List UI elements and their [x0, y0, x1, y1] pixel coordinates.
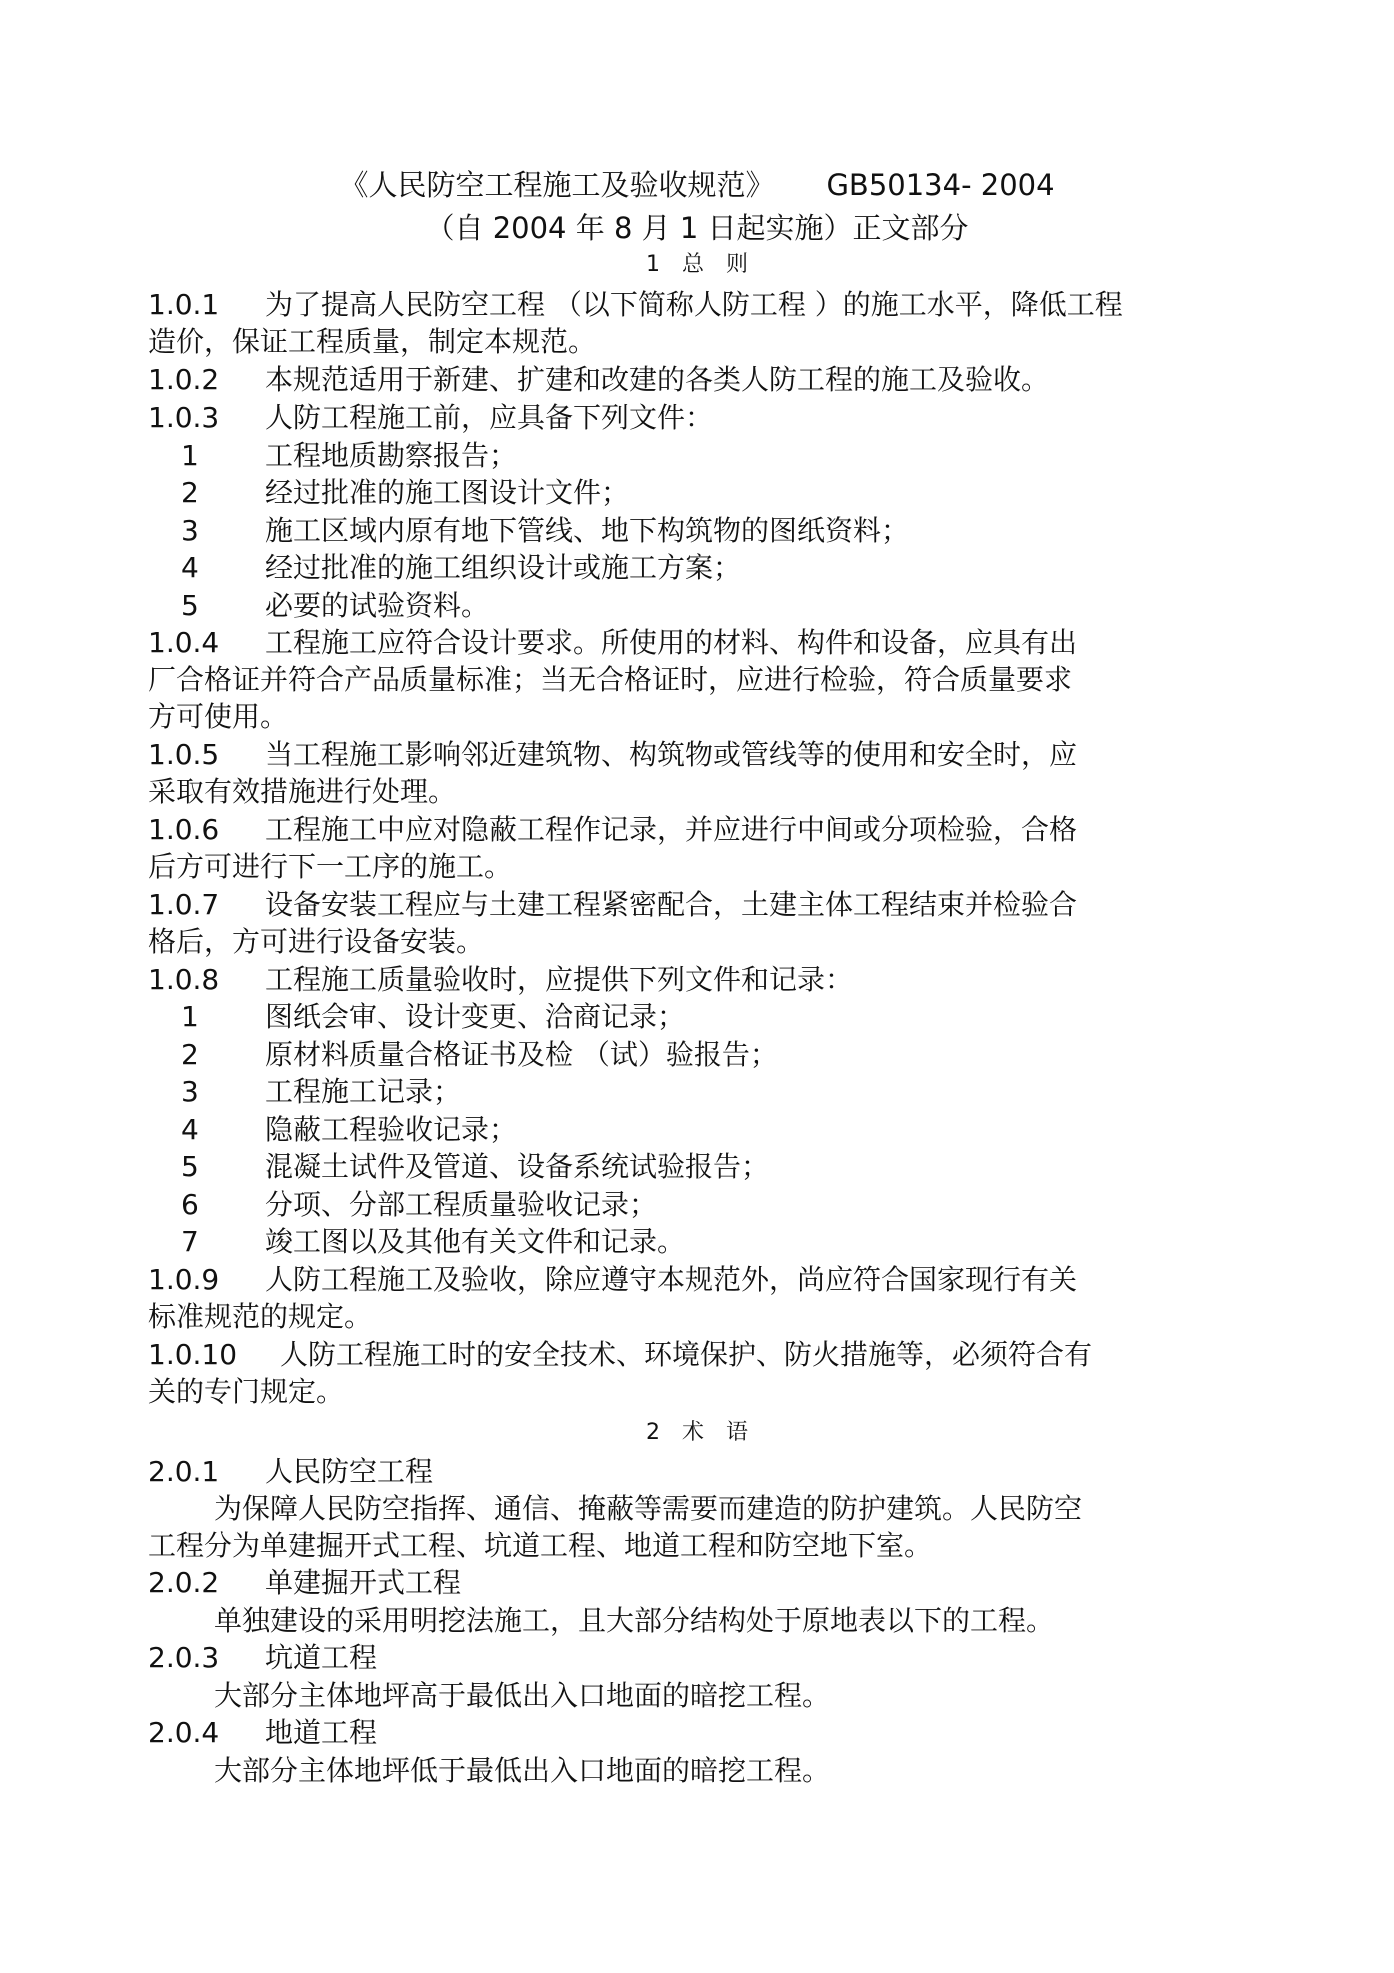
- clause-text: 当工程施工影响邻近建筑物、构筑物或管线等的使用和安全时，应: [265, 738, 1078, 771]
- list-item-number: 6: [181, 1188, 199, 1221]
- list-item-number: 3: [181, 1075, 199, 1108]
- list-item-text: 竣工图以及其他有关文件和记录。: [265, 1225, 686, 1258]
- clause-text: 人防工程施工及验收，除应遵守本规范外，尚应符合国家现行有关: [265, 1263, 1078, 1296]
- clause-text: 工程施工中应对隐蔽工程作记录，并应进行中间或分项检验，合格: [265, 813, 1078, 846]
- term-number: 2.0.1: [148, 1455, 220, 1488]
- document-subtitle: （自 2004 年 8 月 1 日起实施）正文部分: [425, 211, 969, 245]
- clause-text-cont: 格后，方可进行设备安装。: [148, 925, 485, 958]
- list-item-text: 图纸会审、设计变更、洽商记录；: [265, 1000, 686, 1033]
- document-title: [0, 165, 1394, 205]
- clause-number: 1.0.10: [148, 1338, 238, 1371]
- list-item-number: 4: [181, 1113, 199, 1146]
- list-item-number: 7: [181, 1225, 199, 1258]
- term-definition: 为保障人民防空指挥、通信、掩蔽等需要而建造的防护建筑。人民防空: [214, 1492, 1083, 1525]
- term-number: 2.0.4: [148, 1716, 220, 1749]
- clause-text: 工程施工应符合设计要求。所使用的材料、构件和设备，应具有出: [265, 626, 1078, 659]
- clause-number: 1.0.7: [148, 888, 220, 921]
- clause-text-cont: 采取有效措施进行处理。: [148, 775, 457, 808]
- chapter-1-heading: 1 总 则: [646, 252, 748, 277]
- list-item-number: 4: [181, 551, 199, 584]
- list-item-text: 原材料质量合格证书及检 （试）验报告；: [265, 1038, 778, 1071]
- list-item-text: 隐蔽工程验收记录；: [265, 1113, 518, 1146]
- clause-number: 1.0.1: [148, 288, 220, 321]
- term-name: 坑道工程: [265, 1641, 378, 1674]
- clause-number: 1.0.9: [148, 1263, 220, 1296]
- term-definition: 大部分主体地坪低于最低出入口地面的暗挖工程。: [214, 1754, 831, 1787]
- list-item-text: 必要的试验资料。: [265, 589, 490, 622]
- clause-text-cont: 后方可进行下一工序的施工。: [148, 850, 513, 883]
- list-item-text: 混凝土试件及管道、设备系统试验报告；: [265, 1150, 770, 1183]
- list-item-text: 分项、分部工程质量验收记录；: [265, 1188, 658, 1221]
- clause-text: 本规范适用于新建、扩建和改建的各类人防工程的施工及验收。: [265, 363, 1050, 396]
- clause-text: 为了提高人民防空工程 （以下简称人防工程 ）的施工水平，降低工程: [265, 288, 1123, 321]
- clause-text-cont: 方可使用。: [148, 700, 289, 733]
- list-item-text: 工程施工记录；: [265, 1075, 462, 1108]
- list-item-number: 1: [181, 1000, 199, 1033]
- term-definition: 大部分主体地坪高于最低出入口地面的暗挖工程。: [214, 1679, 831, 1712]
- clause-text: 人防工程施工时的安全技术、环境保护、防火措施等，必须符合有: [280, 1338, 1093, 1371]
- term-name: 地道工程: [265, 1716, 378, 1749]
- list-item-text: 经过批准的施工图设计文件；: [265, 476, 630, 509]
- list-item-number: 2: [181, 476, 199, 509]
- clause-text-cont: 造价，保证工程质量，制定本规范。: [148, 325, 597, 358]
- term-name: 人民防空工程: [265, 1455, 434, 1488]
- list-item-number: 3: [181, 514, 199, 547]
- term-name: 单建掘开式工程: [265, 1566, 462, 1599]
- clause-text: 人防工程施工前，应具备下列文件：: [265, 401, 714, 434]
- title-name: 《人民防空工程施工及验收规范》: [339, 168, 775, 202]
- term-definition-cont: 工程分为单建掘开式工程、坑道工程、地道工程和防空地下室。: [148, 1529, 933, 1562]
- clause-text-cont: 厂合格证并符合产品质量标准；当无合格证时，应进行检验，符合质量要求: [148, 663, 1073, 696]
- title-code: GB50134- 2004: [826, 168, 1055, 202]
- clause-text: 设备安装工程应与土建工程紧密配合，土建主体工程结束并检验合: [265, 888, 1078, 921]
- clause-number: 1.0.3: [148, 401, 220, 434]
- clause-number: 1.0.4: [148, 626, 220, 659]
- list-item-number: 2: [181, 1038, 199, 1071]
- list-item-text: 工程地质勘察报告；: [265, 439, 518, 472]
- term-number: 2.0.3: [148, 1641, 220, 1674]
- list-item-text: 施工区域内原有地下管线、地下构筑物的图纸资料；: [265, 514, 910, 547]
- list-item-text: 经过批准的施工组织设计或施工方案；: [265, 551, 742, 584]
- term-number: 2.0.2: [148, 1566, 220, 1599]
- clause-text-cont: 关的专门规定。: [148, 1375, 345, 1408]
- clause-text-cont: 标准规范的规定。: [148, 1300, 373, 1333]
- clause-number: 1.0.2: [148, 363, 220, 396]
- list-item-number: 5: [181, 589, 199, 622]
- list-item-number: 1: [181, 439, 199, 472]
- term-definition: 单独建设的采用明挖法施工，且大部分结构处于原地表以下的工程。: [214, 1604, 1055, 1637]
- clause-text: 工程施工质量验收时，应提供下列文件和记录：: [265, 963, 854, 996]
- list-item-number: 5: [181, 1150, 199, 1183]
- clause-number: 1.0.5: [148, 738, 220, 771]
- chapter-2-heading: 2 术 语: [646, 1420, 748, 1445]
- clause-number: 1.0.8: [148, 963, 220, 996]
- clause-number: 1.0.6: [148, 813, 220, 846]
